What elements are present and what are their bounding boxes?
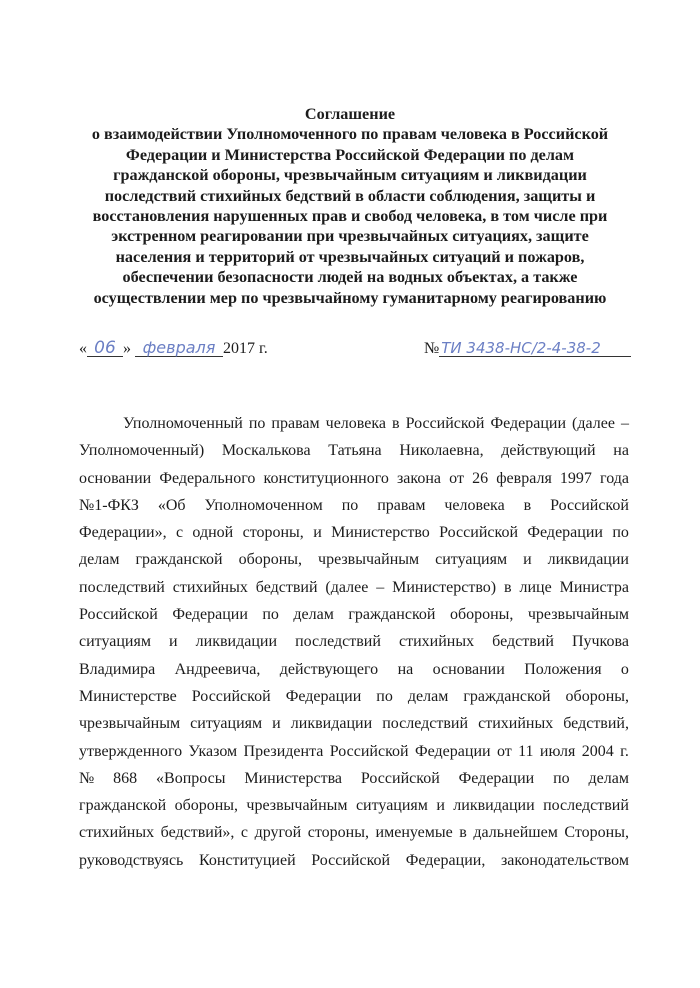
word: стороны, <box>307 824 369 842</box>
word: лице <box>519 578 552 596</box>
word: ситуациям <box>435 551 508 569</box>
title-line: гражданской обороны, чрезвычайным ситуациям и ликвидации <box>113 166 587 185</box>
word: Министерство) <box>392 578 497 596</box>
word: Президента <box>243 742 324 760</box>
date-close-quote: » <box>123 340 131 357</box>
body-line <box>79 519 629 546</box>
word: Уполномоченный) <box>79 442 205 460</box>
word: ситуациям <box>355 797 428 815</box>
word: 2004 <box>581 742 614 760</box>
word: на <box>613 442 629 460</box>
word: ликвидации <box>453 797 535 815</box>
body-line <box>79 628 629 655</box>
body-line-words <box>79 847 629 874</box>
word: года <box>600 469 629 487</box>
body-line <box>79 683 629 710</box>
word: ситуациям <box>190 715 263 733</box>
word: «Вопросы <box>156 769 226 787</box>
word: (далее <box>325 578 369 596</box>
body-line <box>79 437 629 464</box>
word: Российской <box>191 687 271 705</box>
word: закона <box>396 469 442 487</box>
body-line-words <box>79 819 629 846</box>
word: Федерации <box>527 524 603 542</box>
body-line-words <box>79 546 629 573</box>
title-heading: Соглашение <box>304 105 396 123</box>
word: с <box>240 824 249 842</box>
body-line <box>79 492 629 519</box>
word: 1997 <box>559 469 592 487</box>
word: по <box>553 769 570 787</box>
word: в <box>392 415 400 432</box>
word: Федерации <box>490 415 567 432</box>
handwritten-day: 06 <box>87 340 123 357</box>
body-line-words <box>79 574 629 601</box>
body-line-words <box>79 437 629 464</box>
word: дальнейшем <box>473 824 558 842</box>
word: делам <box>79 551 120 569</box>
word: июля <box>539 742 576 760</box>
word: гражданской <box>79 797 167 815</box>
word: № <box>79 769 95 787</box>
word: Российской <box>439 524 519 542</box>
word: стихийных <box>172 578 248 596</box>
word: обороны, <box>238 551 303 569</box>
word: и <box>313 524 322 542</box>
word: Пучкова <box>571 633 629 651</box>
word: Федерации <box>172 606 248 624</box>
word: Федерации <box>415 742 491 760</box>
word: Министерстве <box>79 687 177 705</box>
body-line-words <box>79 710 629 737</box>
body-line <box>79 546 629 573</box>
word: ликвидации <box>290 715 373 733</box>
title-line: последствий стихийных бедствий в области соблюдения, защиты и <box>104 186 596 205</box>
word: правам <box>271 415 320 432</box>
body-line-words <box>79 601 629 628</box>
word: последствий <box>295 633 381 651</box>
word: бедствий <box>255 578 318 596</box>
word: руководствуясь <box>79 851 184 869</box>
title-line: обеспечении безопасности людей на водных объектах, а также <box>122 268 578 287</box>
word: именуемые <box>375 824 453 842</box>
word: (далее <box>572 415 615 432</box>
word: Российской <box>329 742 409 760</box>
body-line <box>79 765 629 792</box>
title-line: восстановления нарушенных прав и свобод человека, в том числе при <box>92 207 608 226</box>
body-line-words <box>123 410 629 437</box>
word: Министра <box>559 578 629 596</box>
title-line: осуществлении мер по чрезвычайному гуманитарному реагированию <box>93 288 607 307</box>
body-line-words <box>79 628 629 655</box>
word: действующего <box>279 660 379 678</box>
word: по <box>262 606 279 624</box>
title-line: о взаимодействии Уполномоченного по правам человека в Российской <box>91 125 609 144</box>
word: о <box>620 660 629 678</box>
word: и <box>523 551 532 569</box>
word: Российской <box>360 769 440 787</box>
word: февраля <box>496 469 552 487</box>
title-line: населения и территорий от чрезвычайных ситуаций и пожаров, <box>115 247 585 266</box>
body-line <box>79 710 629 737</box>
word: и <box>272 715 281 733</box>
body-line <box>79 410 629 437</box>
word: Москалькова <box>221 442 311 460</box>
word: Федерации <box>458 769 535 787</box>
body-line-words <box>79 492 629 519</box>
word: Министерства <box>244 769 343 787</box>
word: Федерации», <box>79 524 167 542</box>
word: Владимира <box>79 660 156 678</box>
body-line <box>79 819 629 846</box>
body-line-words <box>79 683 629 710</box>
word: человека <box>444 496 505 514</box>
body-line <box>79 656 629 683</box>
title-line: экстренном реагировании при чрезвычайных ситуациях, защите <box>111 227 589 246</box>
body-line <box>79 738 629 765</box>
number-sign: № <box>424 340 440 357</box>
word: Уполномоченном <box>204 496 323 514</box>
word: Федерального <box>159 469 256 487</box>
word: 11 <box>518 742 534 760</box>
word: обороны, <box>449 606 514 624</box>
word: Указом <box>188 742 238 760</box>
word: в <box>504 578 512 596</box>
word: ликвидации <box>195 633 278 651</box>
word: основании <box>79 469 152 487</box>
word: основании <box>432 660 505 678</box>
word: последствий <box>543 797 629 815</box>
body-line <box>79 465 629 492</box>
word: и <box>169 633 178 651</box>
word: бедствий <box>492 633 554 651</box>
word: стихийных <box>399 633 475 651</box>
word: Стороны, <box>564 824 629 842</box>
word: 868 <box>113 769 138 787</box>
word: №1-ФКЗ <box>79 496 139 514</box>
body-paragraph <box>79 410 629 874</box>
word: по <box>341 496 359 514</box>
body-line-words <box>79 765 629 792</box>
word: гражданской <box>348 606 436 624</box>
word: Российской <box>550 496 629 514</box>
word: чрезвычайным <box>527 606 629 624</box>
word: гражданской <box>463 687 551 705</box>
word: г. <box>620 742 629 760</box>
body-line <box>79 792 629 819</box>
word: чрезвычайным <box>318 551 420 569</box>
word: правам <box>377 496 426 514</box>
word: ситуациям <box>79 633 151 651</box>
body-line-words <box>79 519 629 546</box>
word: конституционного <box>263 469 389 487</box>
word: от <box>496 742 512 760</box>
word: человека <box>325 415 386 432</box>
word: Министерство <box>331 524 430 542</box>
word: Конституцией <box>198 851 296 869</box>
word: Николаевна, <box>399 442 484 460</box>
word: Федерации, <box>405 851 486 869</box>
word: Уполномоченный <box>123 415 243 432</box>
word: по <box>612 524 629 542</box>
word: Федерации <box>285 687 362 705</box>
handwritten-month: февраля <box>135 340 223 357</box>
word: гражданской <box>135 551 223 569</box>
body-line <box>79 574 629 601</box>
agreement-number <box>424 340 631 358</box>
body-line-words <box>79 792 629 819</box>
word: стихийных <box>478 715 554 733</box>
date-year: 2017 г. <box>223 340 268 357</box>
body-line-words <box>79 738 629 765</box>
word: утвержденного <box>79 742 183 760</box>
word: чрезвычайным <box>246 797 348 815</box>
word: обороны, <box>565 687 629 705</box>
word: одной <box>192 524 234 542</box>
word: делам <box>407 687 449 705</box>
body-line <box>79 847 629 874</box>
word: стихийных <box>79 824 155 842</box>
word: Татьяна <box>328 442 382 460</box>
word: Российской <box>405 415 485 432</box>
word: ликвидации <box>547 551 629 569</box>
word: Андреевича, <box>174 660 261 678</box>
word: по <box>376 687 393 705</box>
document-title <box>40 104 660 308</box>
date-open-quote: « <box>79 340 87 357</box>
word: другой <box>254 824 302 842</box>
word: в <box>459 824 467 842</box>
body-line <box>79 601 629 628</box>
word: последствий <box>382 715 469 733</box>
word: стороны, <box>242 524 304 542</box>
body-line-words <box>79 656 629 683</box>
word: – <box>376 578 385 596</box>
word: в <box>523 496 532 514</box>
word: бедствий», <box>160 824 235 842</box>
word: от <box>449 469 464 487</box>
word: «Об <box>157 496 186 514</box>
word: по <box>248 415 266 432</box>
word: с <box>175 524 184 542</box>
word: 26 <box>472 469 489 487</box>
word: делам <box>293 606 334 624</box>
word: делам <box>588 769 629 787</box>
agreement-date <box>79 340 268 358</box>
word: – <box>620 415 629 432</box>
word: бедствий, <box>563 715 629 733</box>
word: Российской <box>79 606 158 624</box>
word: Российской <box>311 851 391 869</box>
word: обороны, <box>174 797 239 815</box>
word: чрезвычайным <box>79 715 181 733</box>
body-line-words <box>79 465 629 492</box>
title-line: Федерации и Министерства Российской Федерации по делам <box>125 145 575 164</box>
word: на <box>397 660 414 678</box>
word: и <box>436 797 445 815</box>
word: Положения <box>524 660 602 678</box>
word: законодательством <box>500 851 629 869</box>
handwritten-number: ТИ 3438-НС/2-4-38-2 <box>439 340 631 357</box>
word: последствий <box>79 578 165 596</box>
word: действующий <box>501 442 596 460</box>
